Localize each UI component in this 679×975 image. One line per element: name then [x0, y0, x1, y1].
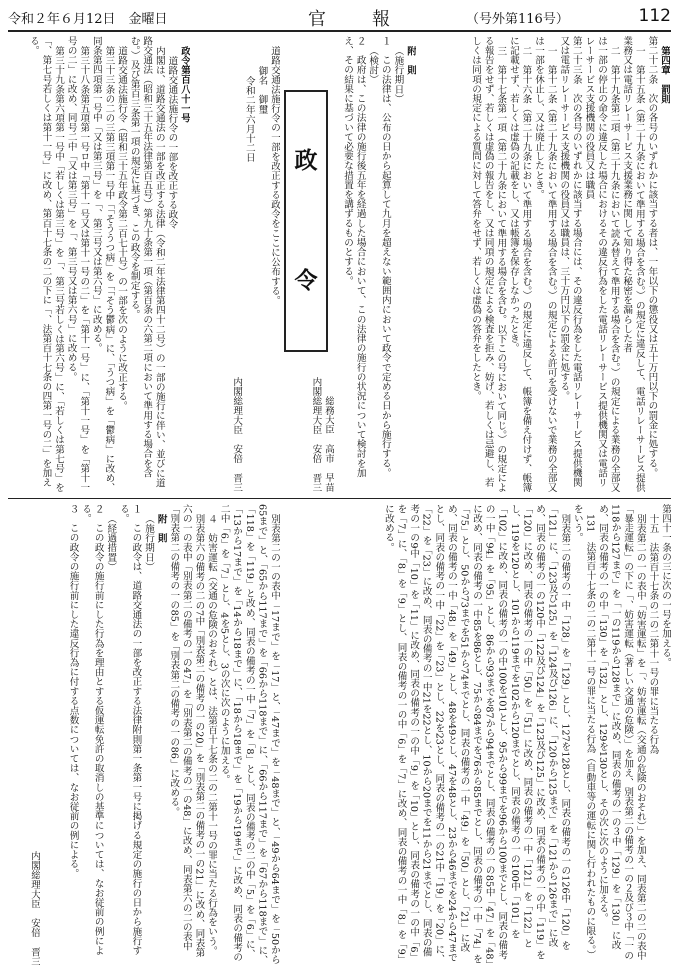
order-number: 政令第百八十一号 — [179, 45, 190, 123]
seirei-label-box — [284, 90, 328, 352]
law-item: 一 第十二条（第二十九条において準用する場合を含む。）の規定による許可を受けないで業務の全部又は一部を休止し、又は廃止したとき。 — [533, 36, 557, 492]
promulgation-date: 令和二年六月十二日 — [243, 75, 255, 162]
law-item: 一 第十五条（第二十九条において準用する場合を含む。）の規定に違反して、電話リレーサービス提供業務又は電話リレーサービス支援業務に関して知り得た秘密を漏らした者 — [621, 36, 645, 492]
clause-caption: （経過措置） — [105, 513, 117, 572]
gazette-header — [8, 4, 671, 32]
law-penalty-section — [420, 36, 670, 492]
order-text: 第三十八条第五項第一号ロ中「第十一号又は第十一号の二」を「第十一号」に、「第十一号」を「第十一号の二」に改め、同号二中「又は第三号」を「、第三号又は第六号」に改める。 — [65, 36, 90, 492]
prime-minister-signature: 内閣総理大臣 安倍 晋三 — [29, 850, 40, 966]
clause-caption: （施行期日） — [143, 513, 155, 572]
issue-number: （号外第116号） — [466, 12, 569, 27]
law-item: 二 第十六条（第二十九条において準用する場合を含む。）の規定に違反して、帳簿を備え付けず、帳簿に記載せず、若しくは虚偽の記載をし、又は帳簿を保存しなかったとき。 — [507, 36, 532, 492]
seirei-label-char: 政 — [294, 148, 318, 174]
amendment-text: 十五 法第百十七条の二の二第十一号の罪に当たる行為 — [647, 513, 659, 754]
promulgation-block — [194, 36, 280, 492]
clause-text: １ この法律は、公布の日から起算して九月を超えない範囲内において政令で定める日から施行する。 — [379, 36, 391, 478]
seirei-label-char: 令 — [294, 268, 318, 294]
clause-text: ３ この政令の施行前にした違反行為に付する点数については、なお従前の例による。 — [67, 504, 79, 879]
gazette-title: 官 報 — [308, 9, 404, 30]
law-article: 第二十二条 次の各号のいずれかに該当する者は、一年以下の懲役又は五十万円以下の罰金に処する。 — [646, 36, 658, 478]
minister-signature: 総務大臣 高市 早苗 — [323, 396, 334, 492]
amendment-text-part2 — [46, 504, 280, 966]
imperial-seal-text: 御名 御璽 — [256, 65, 268, 114]
order-title: 道路交通法施行令の一部を改正する政令 — [166, 55, 178, 229]
law-item: 二 第十九条第二項（第二十九条において読み替えて準用する場合を含む。）の規定による業務の全部又は一部の停止の命令に違反した場合におけるその違反行為をした電話リレーサービス提供機関又は電話リレーサービス支援機関の役員又は職員 — [583, 36, 620, 492]
promulgation-text: 道路交通法施行令の一部を改正する政令をここに公布する。 — [269, 45, 280, 305]
amendment-text-part1 — [284, 504, 671, 966]
chapter-heading: 第四章 罰則 — [659, 45, 670, 104]
prime-minister-signature: 内閣総理大臣 安倍 晋三 — [310, 376, 322, 492]
cabinet-order-181 — [8, 36, 190, 492]
order-preamble: 内閣は、道路交通法の一部を改正する法律（令和二年法律第四十二号）の一部の施行に伴い、並びに道路交通法（昭和三十五年法律第百五号）第九十条第一項（第百条の六第二項において準用する場合を含む。）及び第百三条第一項の規定に基づき、この政令を制定する。 — [128, 36, 165, 488]
amendment-text: 別表第二の一の表中「17まで」を「17」と、「47まで」を「48まで」と、「49から64まで」を「50から65まで」と、「65から117まで」を「66から118まで」に、「66から117まで」を「67から118まで」に、「118」を「119」と改め、同表の備考の一中「7」を「8」とし、同表の備考の二の中「5」を「6」に、「13から17まで」を「14から18まで」に、「18から18まで」を「19から19まで」に改め、同表の備考の二中「6」を「7」とし、4を5とし、3の次に次のように加える。 — [218, 504, 280, 965]
clause-text: ２ この政令の施行前にした行為を理由とする仮運転免許の取消しの基準については、なお従前の例による。 — [80, 504, 104, 956]
amendment-text: 131 法第百十七条の二の二第十一号の罪に当たる行為（自動車等の運転に関し行われたものに限る。）をいう。 — [571, 504, 596, 960]
order-signature-block — [10, 504, 40, 966]
amendment-text: 第四十一条の三に次の一号を加える。 — [660, 504, 671, 668]
issue-date: 令和２年６月12日 金曜日 — [8, 12, 168, 27]
order-text: 道路交通法施行令（昭和三十五年政令第二百七十号）の一部を次のように改正する。 — [116, 45, 128, 411]
law-item: 三 第十七条第一項（第二十九条において準用する場合を含む。以下この号において同じ。）の規定による報告をせず、若しくは虚偽の報告をし、又は同項の規定による検査を拒み、妨げ、若しくは忌避し、若しくは同項の規定による質問に対して答弁をせず、若しくは虚偽の答弁をしたとき。 — [470, 36, 507, 492]
supplementary-heading: 附 則 — [405, 45, 416, 75]
order-text: 第三十三条の二の三第三項第一号中「「そううつ病」を「「そう鬱病」に、「うつ病」を「鬱病」に改め、同条第四項第一号中「又は第三号」を「、第三号又は第六号」に改める。 — [90, 36, 115, 492]
order-text: 第三十九条第六項第一号中「若しくは第三号」を「、第三号若しくは第六号」に、「若しくは第七号」を「、第七号若しくは第十一号」に改め、第百十七条の二の下に「、法第百十七条の四第一号の二」を加える。 — [27, 36, 65, 492]
amendment-text: 別表第六の備考の二の7中「別表第二の備考の一の20」を「別表第二の備考の一の21」に改め、同表第六の一の表中「別表第二の備考の一の47」を「別表第二の備考の一の48」に改め、同表第六の二の表中「別表第二の備考の一の85」を「別表第二の備考の一の86」に改める。 — [168, 504, 205, 957]
supplementary-heading: 附 則 — [155, 513, 167, 543]
clause-caption: （施行期日） — [392, 45, 404, 104]
page-number: 112 — [638, 6, 671, 26]
clause-caption: （検討） — [367, 45, 379, 84]
section-divider — [8, 498, 671, 499]
law-supplementary-provisions — [338, 36, 416, 492]
law-article: 第二十三条 次の各号のいずれかに該当する場合には、その違反行為をした電話リレーサービス提供機関又は電話リレーサービス支援機関の役員又は職員は、三十万円以下の罰金に処する。 — [558, 36, 582, 488]
amendment-text: 別表第二の一の表中「妨害運転」を「、妨害運転（交通の危険のおそれ）」を加え、同表第二の二の表中「暴走運転」の下に「、妨害運転（著しい交通の危険）」を加え、別表第二の備考の一の２及び３中「一の118から127まで」を「一の119から128まで」に改め、同表の備考の一の３中「129」を「130」に改め、同表の備考の一の中「130」を「132」とし、129を130とし、その次に次のように加える。 — [597, 504, 646, 960]
prime-minister-signature: 内閣総理大臣 安倍 晋三 — [231, 376, 243, 492]
amendment-text: 別表第二の備考の一中「128」を「129」とし、127を128とし、同表の備考の一の126中「120」を「121」に、「123及び125」を「124及び126」に、「120から125まで」を「121から126まで」に改め、同表の備考の一の120中「122及び124」を「123及び125」に改め、同表の備考の一の中「119」を「120」に改め、同表の備考の一の中「50」を「51」に改め、同表の備考の一中「121」を「122」とし、119を120とし、101から119までを102から120までとし、同表の備考の一の100中「101」を「102」に改め、同表の備考の一の中100を101とし、95から99までを96から100までとし、同表の備考の一中「94」を「95」とし、86から93までを87から94までとし、同表の備考の一の85中「47」を「48」に改め、同表の備考の一中85を86とし、75から84までを76から85までとし、同表の備考の一中「74」を「75」とし、50から73までを51から74までとし、同表の備考の一中「49」を「50」とし、「21」に改め、同表の備考の一中「48」を「49」とし、48を49とし、47を48とし、23から46までを24から47までとし、同表の備考の一中「22」を「23」とし、22を23とし、同表の備考の一の21中「19」を「20」に、「22」を「23」に改め、同表の備考の一中21を22とし、10から20までを11から21までとし、同表の備考の一の9中「10」を「11」に改め、同表の備考の一の中「9」を「10」とし、同表の備考の一の中「6」を「7」に、「8」を「9」とし、同表の備考の一の中「6」を「7」に改め、同表の備考の一中「8」を「9」に改める。 — [382, 504, 571, 965]
clause-text: １ この政令は、道路交通法の一部を改正する法律附則第一条第一号に掲げる規定の施行の日から施行する。 — [117, 504, 142, 956]
clause-text: ２ 政府は、この法律の施行後五年を経過した場合において、この法律の施行の状況について検討を加え、その結果に基づいて必要な措置を講ずるものとする。 — [342, 36, 366, 478]
amendment-text: ４ 妨害運転（交通の危険のおそれ）とは、法第百十七条の二の二第十一号の罪に当たる行為をいう。 — [206, 513, 218, 956]
